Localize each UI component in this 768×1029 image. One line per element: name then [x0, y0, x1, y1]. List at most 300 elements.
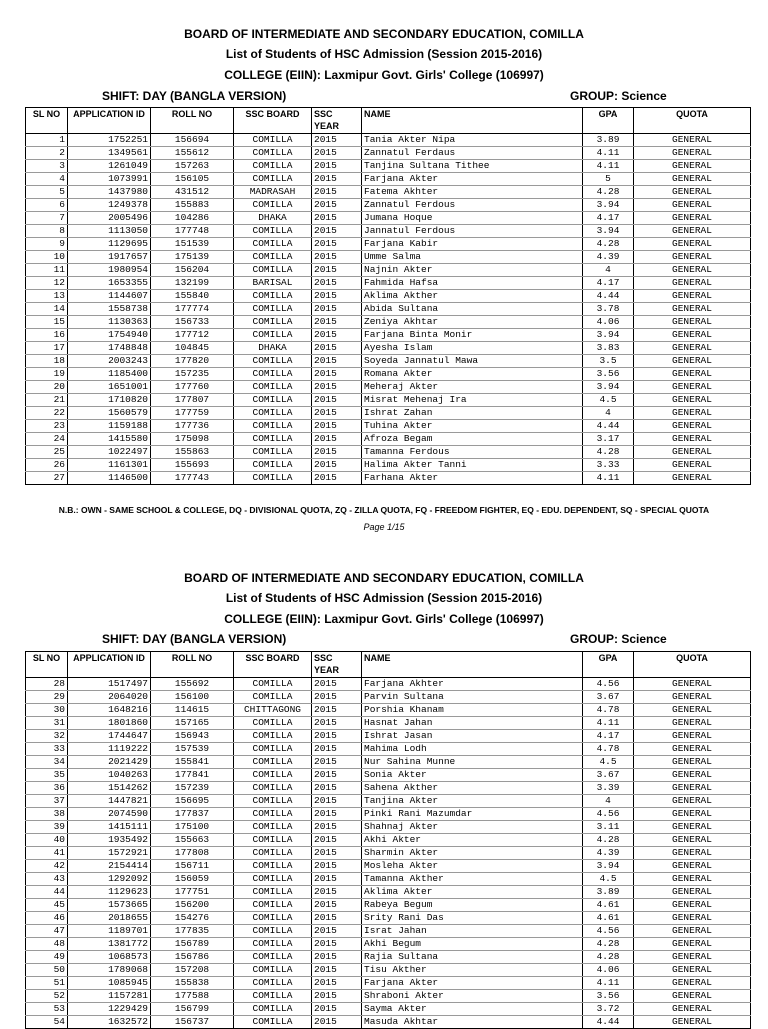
students-table [25, 107, 751, 485]
application-id-cell: 1573665 [68, 899, 151, 912]
student-name-cell: Nur Sahina Munne [362, 756, 583, 769]
sl-no-cell: 21 [26, 394, 68, 407]
student-name-cell: Umme Salma [362, 251, 583, 264]
ssc-board-cell: COMILLA [234, 1003, 312, 1016]
quota-cell: GENERAL [634, 756, 751, 769]
quota-cell: GENERAL [634, 251, 751, 264]
quota-cell: GENERAL [634, 964, 751, 977]
gpa-cell: 4.5 [583, 873, 634, 886]
quota-cell: GENERAL [634, 147, 751, 160]
student-name-cell: Halima Akter Tanni [362, 459, 583, 472]
application-id-cell: 1744647 [68, 730, 151, 743]
quota-cell: GENERAL [634, 821, 751, 834]
ssc-board-cell: COMILLA [234, 886, 312, 899]
sl-no-cell: 31 [26, 717, 68, 730]
roll-no-cell: 177748 [151, 225, 234, 238]
table-row [26, 756, 751, 769]
gpa-cell: 4 [583, 795, 634, 808]
table-row [26, 912, 751, 925]
sl-no-cell: 18 [26, 355, 68, 368]
gpa-cell: 4.61 [583, 912, 634, 925]
quota-cell: GENERAL [634, 912, 751, 925]
application-id-cell: 1437980 [68, 186, 151, 199]
application-id-cell: 1917657 [68, 251, 151, 264]
quota-cell: GENERAL [634, 951, 751, 964]
gpa-cell: 3.83 [583, 342, 634, 355]
sl-no-cell: 26 [26, 459, 68, 472]
col-gpa-header: GPA [583, 652, 634, 678]
application-id-cell: 1514262 [68, 782, 151, 795]
ssc-board-cell: COMILLA [234, 446, 312, 459]
roll-no-cell: 177751 [151, 886, 234, 899]
sl-no-cell: 10 [26, 251, 68, 264]
student-name-cell: Sharmin Akter [362, 847, 583, 860]
group-label: GROUP: Science [570, 89, 667, 103]
ssc-board-cell: COMILLA [234, 717, 312, 730]
student-name-cell: Shahnaj Akter [362, 821, 583, 834]
quota-cell: GENERAL [634, 1003, 751, 1016]
ssc-board-cell: COMILLA [234, 459, 312, 472]
student-name-cell: Ishrat Jasan [362, 730, 583, 743]
ssc-board-cell: COMILLA [234, 303, 312, 316]
sl-no-cell: 19 [26, 368, 68, 381]
sl-no-cell: 52 [26, 990, 68, 1003]
roll-no-cell: 157165 [151, 717, 234, 730]
ssc-year-cell: 2015 [312, 938, 362, 951]
ssc-year-cell: 2015 [312, 303, 362, 316]
gpa-cell: 3.5 [583, 355, 634, 368]
sl-no-cell: 53 [26, 1003, 68, 1016]
ssc-board-cell: COMILLA [234, 938, 312, 951]
application-id-cell: 2018655 [68, 912, 151, 925]
ssc-year-cell: 2015 [312, 730, 362, 743]
quota-cell: GENERAL [634, 743, 751, 756]
gpa-cell: 4.28 [583, 951, 634, 964]
col-board-header: SSC BOARD [234, 108, 312, 134]
gpa-cell: 3.17 [583, 433, 634, 446]
board-title: BOARD OF INTERMEDIATE AND SECONDARY EDUCATION, COMILLA [184, 27, 584, 41]
table-row [26, 368, 751, 381]
sl-no-cell: 36 [26, 782, 68, 795]
application-id-cell: 1447821 [68, 795, 151, 808]
gpa-cell: 4 [583, 264, 634, 277]
application-id-cell: 2074590 [68, 808, 151, 821]
gpa-cell: 3.11 [583, 821, 634, 834]
application-id-cell: 1068573 [68, 951, 151, 964]
sl-no-cell: 7 [26, 212, 68, 225]
ssc-board-cell: COMILLA [234, 743, 312, 756]
ssc-board-cell: COMILLA [234, 756, 312, 769]
student-name-cell: Mahima Lodh [362, 743, 583, 756]
application-id-cell: 1189701 [68, 925, 151, 938]
sl-no-cell: 2 [26, 147, 68, 160]
roll-no-cell: 177837 [151, 808, 234, 821]
application-id-cell: 1159188 [68, 420, 151, 433]
table-row [26, 355, 751, 368]
quota-cell: GENERAL [634, 730, 751, 743]
application-id-cell: 2005496 [68, 212, 151, 225]
gpa-cell: 4.56 [583, 678, 634, 691]
gpa-cell: 4.56 [583, 925, 634, 938]
student-name-cell: Akhi Akter [362, 834, 583, 847]
table-row [26, 964, 751, 977]
ssc-board-cell: COMILLA [234, 433, 312, 446]
gpa-cell: 4.44 [583, 290, 634, 303]
table-row [26, 199, 751, 212]
quota-cell: GENERAL [634, 769, 751, 782]
sl-no-cell: 38 [26, 808, 68, 821]
student-name-cell: Farjana Akhter [362, 678, 583, 691]
table-row [26, 381, 751, 394]
ssc-board-cell: COMILLA [234, 316, 312, 329]
student-name-cell: Farhana Akter [362, 472, 583, 485]
ssc-year-cell: 2015 [312, 329, 362, 342]
ssc-year-cell: 2015 [312, 795, 362, 808]
list-title: List of Students of HSC Admission (Session 2015-2016) [225, 47, 543, 61]
student-name-cell: Farjana Akter [362, 173, 583, 186]
roll-no-cell: 155863 [151, 446, 234, 459]
table-row [26, 834, 751, 847]
quota-cell: GENERAL [634, 368, 751, 381]
col-quota-header: QUOTA [634, 652, 751, 678]
ssc-year-cell: 2015 [312, 782, 362, 795]
gpa-cell: 3.33 [583, 459, 634, 472]
roll-no-cell: 177841 [151, 769, 234, 782]
table-row [26, 782, 751, 795]
table-row [26, 446, 751, 459]
table-row [26, 433, 751, 446]
quota-cell: GENERAL [634, 199, 751, 212]
quota-cell: GENERAL [634, 860, 751, 873]
sl-no-cell: 28 [26, 678, 68, 691]
table-row [26, 212, 751, 225]
sl-no-cell: 54 [26, 1016, 68, 1029]
ssc-board-cell: COMILLA [234, 951, 312, 964]
quota-cell: GENERAL [634, 264, 751, 277]
table-row [26, 251, 751, 264]
student-name-cell: Ishrat Zahan [362, 407, 583, 420]
ssc-year-cell: 2015 [312, 199, 362, 212]
page-number: Page 1/15 [363, 522, 405, 532]
quota-cell: GENERAL [634, 316, 751, 329]
gpa-cell: 4.17 [583, 277, 634, 290]
sl-no-cell: 1 [26, 134, 68, 147]
roll-no-cell: 155838 [151, 977, 234, 990]
gpa-cell: 3.89 [583, 886, 634, 899]
col-year-header [312, 108, 362, 134]
student-name-cell: Rajia Sultana [362, 951, 583, 964]
sl-no-cell: 40 [26, 834, 68, 847]
roll-no-cell: 155612 [151, 147, 234, 160]
ssc-board-cell: COMILLA [234, 225, 312, 238]
roll-no-cell: 155840 [151, 290, 234, 303]
sl-no-cell: 35 [26, 769, 68, 782]
roll-no-cell: 177760 [151, 381, 234, 394]
ssc-board-cell: COMILLA [234, 368, 312, 381]
ssc-board-cell: COMILLA [234, 160, 312, 173]
gpa-cell: 3.94 [583, 199, 634, 212]
ssc-year-cell: 2015 [312, 860, 362, 873]
gpa-cell: 4.39 [583, 847, 634, 860]
quota-cell: GENERAL [634, 691, 751, 704]
group-label: GROUP: Science [570, 632, 667, 646]
sl-no-cell: 46 [26, 912, 68, 925]
student-name-cell: Farjana Kabir [362, 238, 583, 251]
ssc-year-cell: 2015 [312, 459, 362, 472]
quota-cell: GENERAL [634, 472, 751, 485]
sl-no-cell: 16 [26, 329, 68, 342]
quota-cell: GENERAL [634, 225, 751, 238]
roll-no-cell: 156200 [151, 899, 234, 912]
ssc-year-cell: 2015 [312, 704, 362, 717]
roll-no-cell: 156943 [151, 730, 234, 743]
sl-no-cell: 37 [26, 795, 68, 808]
application-id-cell: 1157281 [68, 990, 151, 1003]
table-row [26, 160, 751, 173]
application-id-cell: 1415580 [68, 433, 151, 446]
application-id-cell: 1113050 [68, 225, 151, 238]
students-table [25, 651, 751, 1029]
ssc-year-cell: 2015 [312, 160, 362, 173]
table-row [26, 860, 751, 873]
student-name-cell: Israt Jahan [362, 925, 583, 938]
gpa-cell: 4.56 [583, 808, 634, 821]
student-name-cell: Srity Rani Das [362, 912, 583, 925]
roll-no-cell: 156694 [151, 134, 234, 147]
student-name-cell: Soyeda Jannatul Mawa [362, 355, 583, 368]
table-row [26, 704, 751, 717]
application-id-cell: 1572921 [68, 847, 151, 860]
student-name-cell: Aklima Akther [362, 290, 583, 303]
gpa-cell: 3.72 [583, 1003, 634, 1016]
table-row [26, 316, 751, 329]
student-name-cell: Tuhina Akter [362, 420, 583, 433]
gpa-cell: 3.94 [583, 381, 634, 394]
roll-no-cell: 177774 [151, 303, 234, 316]
quota-cell: GENERAL [634, 990, 751, 1003]
student-name-cell: Hasnat Jahan [362, 717, 583, 730]
application-id-cell: 1381772 [68, 938, 151, 951]
roll-no-cell: 177588 [151, 990, 234, 1003]
ssc-year-cell: 2015 [312, 717, 362, 730]
col-gpa-header: GPA [583, 108, 634, 134]
gpa-cell: 4.28 [583, 238, 634, 251]
application-id-cell: 1980954 [68, 264, 151, 277]
sl-no-cell: 44 [26, 886, 68, 899]
roll-no-cell: 156799 [151, 1003, 234, 1016]
quota-cell: GENERAL [634, 433, 751, 446]
application-id-cell: 1752251 [68, 134, 151, 147]
gpa-cell: 3.67 [583, 691, 634, 704]
ssc-year-cell: 2015 [312, 238, 362, 251]
quota-cell: GENERAL [634, 446, 751, 459]
table-row [26, 420, 751, 433]
table-row [26, 769, 751, 782]
quota-cell: GENERAL [634, 899, 751, 912]
table-row [26, 938, 751, 951]
quota-cell: GENERAL [634, 277, 751, 290]
sl-no-cell: 49 [26, 951, 68, 964]
ssc-year-cell: 2015 [312, 472, 362, 485]
sl-no-cell: 14 [26, 303, 68, 316]
student-name-cell: Farjana Binta Monir [362, 329, 583, 342]
application-id-cell: 1648216 [68, 704, 151, 717]
quota-cell: GENERAL [634, 329, 751, 342]
student-name-cell: Tamanna Akther [362, 873, 583, 886]
gpa-cell: 3.39 [583, 782, 634, 795]
gpa-cell: 4.28 [583, 834, 634, 847]
ssc-board-cell: COMILLA [234, 977, 312, 990]
quota-cell: GENERAL [634, 173, 751, 186]
ssc-year-cell: 2015 [312, 394, 362, 407]
ssc-board-cell: MADRASAH [234, 186, 312, 199]
ssc-board-cell: COMILLA [234, 990, 312, 1003]
ssc-board-cell: COMILLA [234, 782, 312, 795]
gpa-cell: 4.61 [583, 899, 634, 912]
gpa-cell: 4.11 [583, 147, 634, 160]
quota-cell: GENERAL [634, 160, 751, 173]
ssc-year-cell: 2015 [312, 990, 362, 1003]
student-name-cell: Jumana Hoque [362, 212, 583, 225]
roll-no-cell: 155663 [151, 834, 234, 847]
student-name-cell: Mosleha Akter [362, 860, 583, 873]
application-id-cell: 1748848 [68, 342, 151, 355]
quota-cell: GENERAL [634, 303, 751, 316]
quota-cell: GENERAL [634, 782, 751, 795]
student-name-cell: Zeniya Akhtar [362, 316, 583, 329]
sl-no-cell: 11 [26, 264, 68, 277]
table-row [26, 394, 751, 407]
roll-no-cell: 155692 [151, 678, 234, 691]
gpa-cell: 3.78 [583, 303, 634, 316]
sl-no-cell: 8 [26, 225, 68, 238]
table-row [26, 691, 751, 704]
application-id-cell: 1144607 [68, 290, 151, 303]
quota-cell: GENERAL [634, 938, 751, 951]
quota-cell: GENERAL [634, 795, 751, 808]
roll-no-cell: 151539 [151, 238, 234, 251]
application-id-cell: 1129695 [68, 238, 151, 251]
application-id-cell: 1651001 [68, 381, 151, 394]
application-id-cell: 1801860 [68, 717, 151, 730]
ssc-board-cell: COMILLA [234, 847, 312, 860]
application-id-cell: 1517497 [68, 678, 151, 691]
table-row [26, 886, 751, 899]
col-name-header: NAME [362, 108, 583, 134]
ssc-year-cell: 2015 [312, 446, 362, 459]
ssc-board-cell: COMILLA [234, 355, 312, 368]
roll-no-cell: 155693 [151, 459, 234, 472]
table-row [26, 821, 751, 834]
roll-no-cell: 177736 [151, 420, 234, 433]
table-row [26, 329, 751, 342]
ssc-year-cell: 2015 [312, 1016, 362, 1029]
table-row [26, 472, 751, 485]
col-year-header-line2: YEAR [314, 665, 340, 675]
roll-no-cell: 177807 [151, 394, 234, 407]
application-id-cell: 1119222 [68, 743, 151, 756]
roll-no-cell: 154276 [151, 912, 234, 925]
table-row [26, 717, 751, 730]
application-id-cell: 1560579 [68, 407, 151, 420]
ssc-board-cell: COMILLA [234, 264, 312, 277]
ssc-year-cell: 2015 [312, 925, 362, 938]
table-row [26, 147, 751, 160]
quota-cell: GENERAL [634, 834, 751, 847]
col-roll-header: ROLL NO [151, 652, 234, 678]
application-id-cell: 2064020 [68, 691, 151, 704]
student-name-cell: Tisu Akther [362, 964, 583, 977]
quota-cell: GENERAL [634, 873, 751, 886]
college-title: COLLEGE (EIIN): Laxmipur Govt. Girls' College (106997) [224, 612, 544, 626]
ssc-board-cell: COMILLA [234, 147, 312, 160]
sl-no-cell: 22 [26, 407, 68, 420]
table-row [26, 407, 751, 420]
application-id-cell: 1261049 [68, 160, 151, 173]
quota-cell: GENERAL [634, 717, 751, 730]
gpa-cell: 3.94 [583, 329, 634, 342]
ssc-year-cell: 2015 [312, 808, 362, 821]
quota-cell: GENERAL [634, 808, 751, 821]
roll-no-cell: 156733 [151, 316, 234, 329]
table-row [26, 1003, 751, 1016]
quota-note: N.B.: OWN - SAME SCHOOL & COLLEGE, DQ - DIVISIONAL QUOTA, ZQ - ZILLA QUOTA, FQ - FREEDOM FIGHTER, EQ - EDU. DEPENDENT, SQ - SPECIAL QUOTA [58, 505, 710, 515]
roll-no-cell: 156737 [151, 1016, 234, 1029]
roll-no-cell: 114615 [151, 704, 234, 717]
roll-no-cell: 156789 [151, 938, 234, 951]
ssc-board-cell: COMILLA [234, 821, 312, 834]
ssc-board-cell: COMILLA [234, 834, 312, 847]
application-id-cell: 1130363 [68, 316, 151, 329]
sl-no-cell: 43 [26, 873, 68, 886]
table-row [26, 808, 751, 821]
table-row [26, 925, 751, 938]
application-id-cell: 1040263 [68, 769, 151, 782]
quota-cell: GENERAL [634, 420, 751, 433]
ssc-board-cell: COMILLA [234, 251, 312, 264]
ssc-year-cell: 2015 [312, 407, 362, 420]
student-name-cell: Porshia Khanam [362, 704, 583, 717]
ssc-board-cell: DHAKA [234, 342, 312, 355]
col-name-header: NAME [362, 652, 583, 678]
ssc-board-cell: COMILLA [234, 964, 312, 977]
gpa-cell: 4.39 [583, 251, 634, 264]
application-id-cell: 1632572 [68, 1016, 151, 1029]
gpa-cell: 4.5 [583, 756, 634, 769]
gpa-cell: 4.78 [583, 704, 634, 717]
sl-no-cell: 20 [26, 381, 68, 394]
quota-cell: GENERAL [634, 459, 751, 472]
ssc-board-cell: COMILLA [234, 394, 312, 407]
quota-cell: GENERAL [634, 407, 751, 420]
sl-no-cell: 45 [26, 899, 68, 912]
table-row [26, 225, 751, 238]
application-id-cell: 1415111 [68, 821, 151, 834]
quota-cell: GENERAL [634, 355, 751, 368]
ssc-board-cell: COMILLA [234, 899, 312, 912]
student-name-cell: Tamanna Ferdous [362, 446, 583, 459]
roll-no-cell: 175100 [151, 821, 234, 834]
gpa-cell: 3.94 [583, 225, 634, 238]
student-name-cell: Afroza Begam [362, 433, 583, 446]
gpa-cell: 4 [583, 407, 634, 420]
ssc-year-cell: 2015 [312, 355, 362, 368]
ssc-board-cell: COMILLA [234, 691, 312, 704]
application-id-cell: 2154414 [68, 860, 151, 873]
ssc-year-cell: 2015 [312, 147, 362, 160]
ssc-year-cell: 2015 [312, 847, 362, 860]
table-row [26, 873, 751, 886]
